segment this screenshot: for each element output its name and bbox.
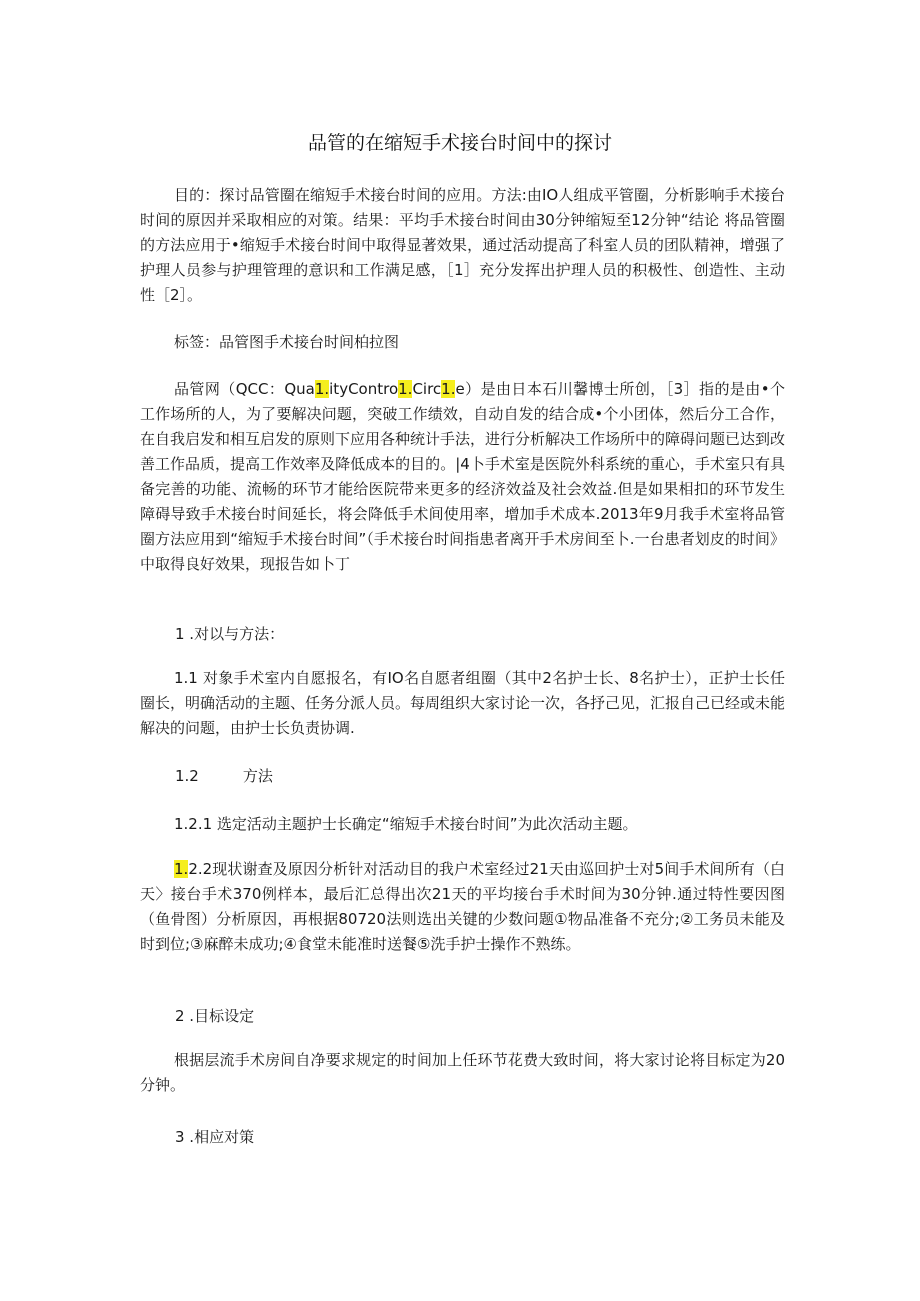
section-heading-1: 1 .对以与方法： [175, 625, 285, 643]
section-heading-3: 3 .相应对策 [175, 1128, 255, 1146]
intro-text-4: e）是由日本石川馨博士所创，［3］指的是由•个工作场所的人，为了要解决问题，突破工作绩效，自动自发的结合成•个小团体，然后分工合作，在自我启发和相互启发的原则下应用各种统计手法，进行分析解决工作场所中的障碍问题已达到改善工作品质，提高工作效率及降低成本的目的。|4卜手术室是医院外科系统的重心，手术室只有具备完善的功能、流畅的环节才能给医院带来更多的经济效益及社会效益.但是如果相扣的环节发生障碍导致手术接台时间延长，将会降低手术间使用率，增加手术成本.2013年9月我手术室将品管圈方法应用到“缩短手术接台时间”（手术接台时间指患者离开手术房间至卜.一台患者划皮的时间》中取得良好效果，现报告如卜丁 [140, 380, 786, 573]
section-heading-1-2 [175, 764, 273, 789]
section-2-paragraph: 根据层流手术房间自净要求规定的时间加上任环节花费大致时间，将大家讨论将目标定为20分钟。 [140, 1051, 785, 1094]
section-number: 1.2 [175, 767, 199, 785]
section-1-2-2-paragraph [140, 857, 785, 957]
section-1-2-2-text: 2.2现状谢查及原因分析针对活动目的我户术室经过21天由巡回护士对5间手术间所有（白天〉接台手术370例样本，最后汇总得出次21天的平均接台手术时间为30分钟.通过特性要因图（鱼骨图）分析原因，再根据80720法则选出关键的少数问题①物品准备不充分;②工务员未能及时到位;③麻醉未成功;④食堂未能准时送餐⑤洗手护士操作不熟练。 [140, 860, 785, 953]
document-title: 品管的在缩短手术接台时间中的探讨 [307, 132, 612, 154]
section-1-1-paragraph: 1.1 对象手术室内自愿报名，有IO名自愿者组圈（其中2名护士长、8名护士），正护士长任圈长，明确活动的主题、任务分派人员。每周组织大家讨论一次，各抒己见，汇报自己已经或未能解决的问题，由护士长负责协调. [140, 669, 786, 737]
section-1-2-1-paragraph: 1.2.1 选定活动主题护士长确定“缩短手术接台时间”为此次活动主题。 [174, 815, 638, 833]
abstract-paragraph: 目的：探讨品管圈在缩短手术接台时间的应用。方法:由IO人组成平管圈，分析影响手术接台时间的原因并采取相应的对策。结果：平均手术接台时间由30分钟缩短至12分钟“结论 将品管圈的方法应用于•缩短手术接台时间中取得显著效果，通过活动提高了科室人员的团队精神，增强了护理人员参与护理管理的意识和工作满足感，［1］充分发挥出护理人员的积极性、创造性、主动性［2］。 [140, 186, 785, 304]
section-heading-2: 2 .目标设定 [175, 1007, 255, 1025]
intro-text-2: ityContro [329, 380, 399, 398]
keywords-line: 标签：品管图手术接台时间柏拉图 [174, 333, 400, 351]
intro-text-1: 品管网（QCC：Qua [174, 380, 315, 398]
highlight-mark: 1. [314, 380, 330, 398]
section-label: 方法 [242, 767, 273, 785]
highlight-mark: 1. [398, 380, 413, 398]
intro-paragraph [140, 377, 785, 577]
intro-text-3: Circ [412, 380, 442, 398]
highlight-mark: 1. [441, 380, 456, 398]
highlight-mark: 1. [174, 860, 189, 878]
